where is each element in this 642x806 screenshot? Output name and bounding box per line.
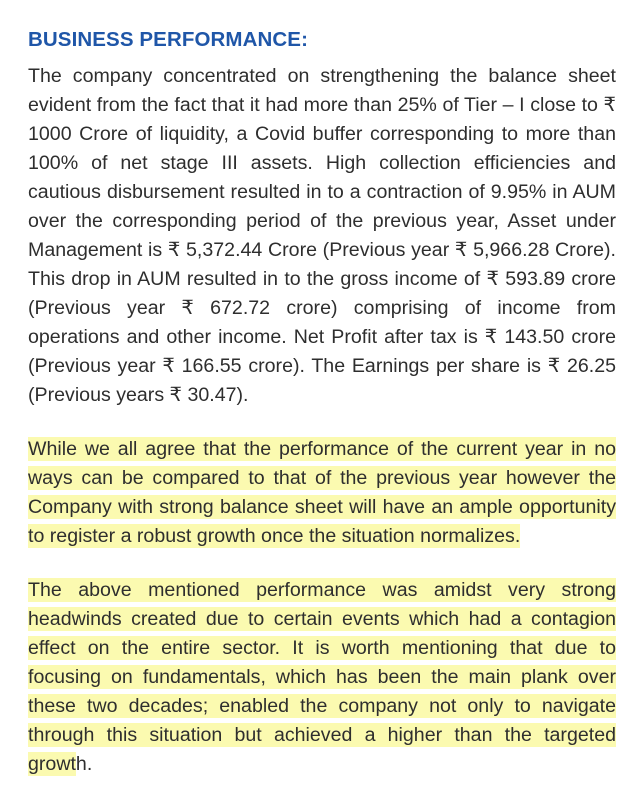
highlighted-paragraph-outlook <box>28 435 616 551</box>
highlighted-text: The above mentioned performance was amidst very strong headwinds created due to certain events which had a contagion effect on the entire sector. It is worth mentioning that due to focusing on fundamentals, which has been the main plank over these two decades; enabled the company not only to navigate through this situation but achieved a higher than the targeted growt <box>28 579 616 775</box>
business-performance-paragraph: The company concentrated on strengthening the balance sheet evident from the fact that it had more than 25% of Tier – I close to ₹ 1000 Crore of liquidity, a Covid buffer corresponding to more than 100% of net stage III assets. High collection efficiencies and cautious disbursement resulted in to a contraction of 9.95% in AUM over the corresponding period of the previous year, Asset under Management is ₹ 5,372.44 Crore (Previous year ₹ 5,966.28 Crore). This drop in AUM resulted in to the gross income of ₹ 593.89 crore (Previous year ₹ 672.72 crore) comprising of income from operations and other income. Net Profit after tax is ₹ 143.50 crore (Previous year ₹ 166.55 crore). The Earnings per share is ₹ 26.25 (Previous years ₹ 30.47). <box>28 65 616 406</box>
highlighted-paragraph-headwinds <box>28 576 616 779</box>
section-heading: BUSINESS PERFORMANCE: <box>28 28 309 51</box>
highlighted-text: While we all agree that the performance of the current year in no ways can be compared to that of the previous year however the Company with strong balance sheet will have an ample opportunity to register a robust growth once the situation normalizes. <box>28 438 616 547</box>
unhighlighted-tail-text: h. <box>75 753 93 775</box>
